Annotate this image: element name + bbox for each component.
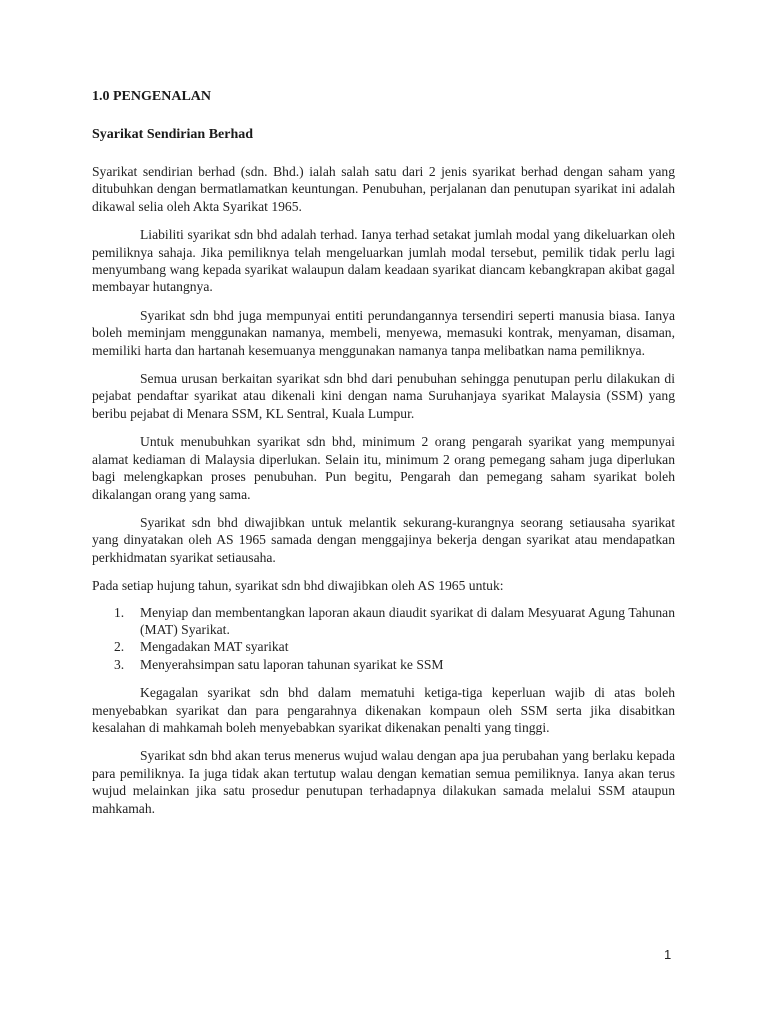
paragraph-legal-entity: Syarikat sdn bhd juga mempunyai entiti perundangannya tersendiri seperti manusia biasa. Ianya boleh meminjam menggunakan namanya, membeli, menyewa, memasuki kontrak, menyaman, disaman, memiliki harta dan hartanah kesemuanya menggunakan namanya tanpa melibatkan nama pemiliknya. xyxy=(92,307,675,358)
list-item xyxy=(92,604,675,639)
page-number: 1 xyxy=(664,947,672,962)
list-item-number: 2. xyxy=(114,639,125,655)
annual-requirements-list xyxy=(92,604,675,674)
document-body xyxy=(92,87,675,817)
paragraph-ssm: Semua urusan berkaitan syarikat sdn bhd dari penubuhan sehingga penutupan perlu dilakukan di pejabat pendaftar syarikat atau dikenali kini dengan nama Suruhanjaya syarikat Malaysia (SSM) yang beribu pejabat di Menara SSM, KL Sentral, Kuala Lumpur. xyxy=(92,371,675,421)
section-subheading: Syarikat Sendirian Berhad xyxy=(92,127,254,142)
paragraph-secretary: Syarikat sdn bhd diwajibkan untuk melantik sekurang-kurangnya seorang setiausaha syarikat yang dinyatakan oleh AS 1965 samada dengan menggajinya bekerja dengan syarikat atau mendapatkan perkhidmatan syarikat setiausaha. xyxy=(92,514,675,565)
list-item-text: Mengadakan MAT syarikat xyxy=(140,639,289,655)
list-item-number: 3. xyxy=(114,656,125,672)
paragraph-establishment: Untuk menubuhkan syarikat sdn bhd, minimum 2 orang pengarah syarikat yang mempunyai alamat kediaman di Malaysia diperlukan. Selain itu, minimum 2 orang pemegang saham juga diperlukan bagi melengkapkan proses penubuhan. Pun begitu, Pengarah dan pemegang saham syarikat boleh dikalangan orang yang sama. xyxy=(92,434,675,502)
list-item-text: Menyiap dan membentangkan laporan akaun diaudit syarikat di dalam Mesyuarat Agung Tahunan (MAT) Syarikat. xyxy=(140,604,675,637)
intro-paragraph: Syarikat sendirian berhad (sdn. Bhd.) ialah salah satu dari 2 jenis syarikat berhad dengan saham yang ditubuhkan dengan bermatlamatkan keuntungan. Penubuhan, perjalanan dan penutupan syarikat ini adalah dikawal selia oleh Akta Syarikat 1965. xyxy=(92,164,675,214)
paragraph-perpetual-existence: Syarikat sdn bhd akan terus menerus wujud walau dengan apa jua perubahan yang berlaku kepada para pemiliknya. Ia juga tidak akan tertutup walau dengan kematian semua pemiliknya. Ianya akan terus wujud melainkan jika satu prosedur penutupan terhadapnya dilakukan samada melalui SSM ataupun mahkamah. xyxy=(92,748,675,816)
list-item xyxy=(92,638,675,655)
paragraph-penalty: Kegagalan syarikat sdn bhd dalam mematuhi ketiga-tiga keperluan wajib di atas boleh menyebabkan syarikat dan para pengarahnya dikenakan kompaun oleh SSM serta jika disabitkan kesalahan di mahkamah boleh menyebabkan syarikat dikenakan penalti yang tinggi. xyxy=(92,685,675,735)
section-heading: 1.0 PENGENALAN xyxy=(92,89,212,104)
list-item xyxy=(92,656,675,673)
list-item-number: 1. xyxy=(114,604,125,620)
list-intro: Pada setiap hujung tahun, syarikat sdn bhd diwajibkan oleh AS 1965 untuk: xyxy=(92,578,504,594)
paragraph-liability: Liabiliti syarikat sdn bhd adalah terhad. Ianya terhad setakat jumlah modal yang dikeluarkan oleh pemiliknya sahaja. Jika pemiliknya telah mengeluarkan jumlah modal tersebut, pemilik tidak perlu lagi menyumbang wang kepada syarikat walaupun dalam keadaan syarikat diancam kebangkrapan akibat gagal membayar hutangnya. xyxy=(92,227,675,295)
list-item-text: Menyerahsimpan satu laporan tahunan syarikat ke SSM xyxy=(140,656,444,672)
